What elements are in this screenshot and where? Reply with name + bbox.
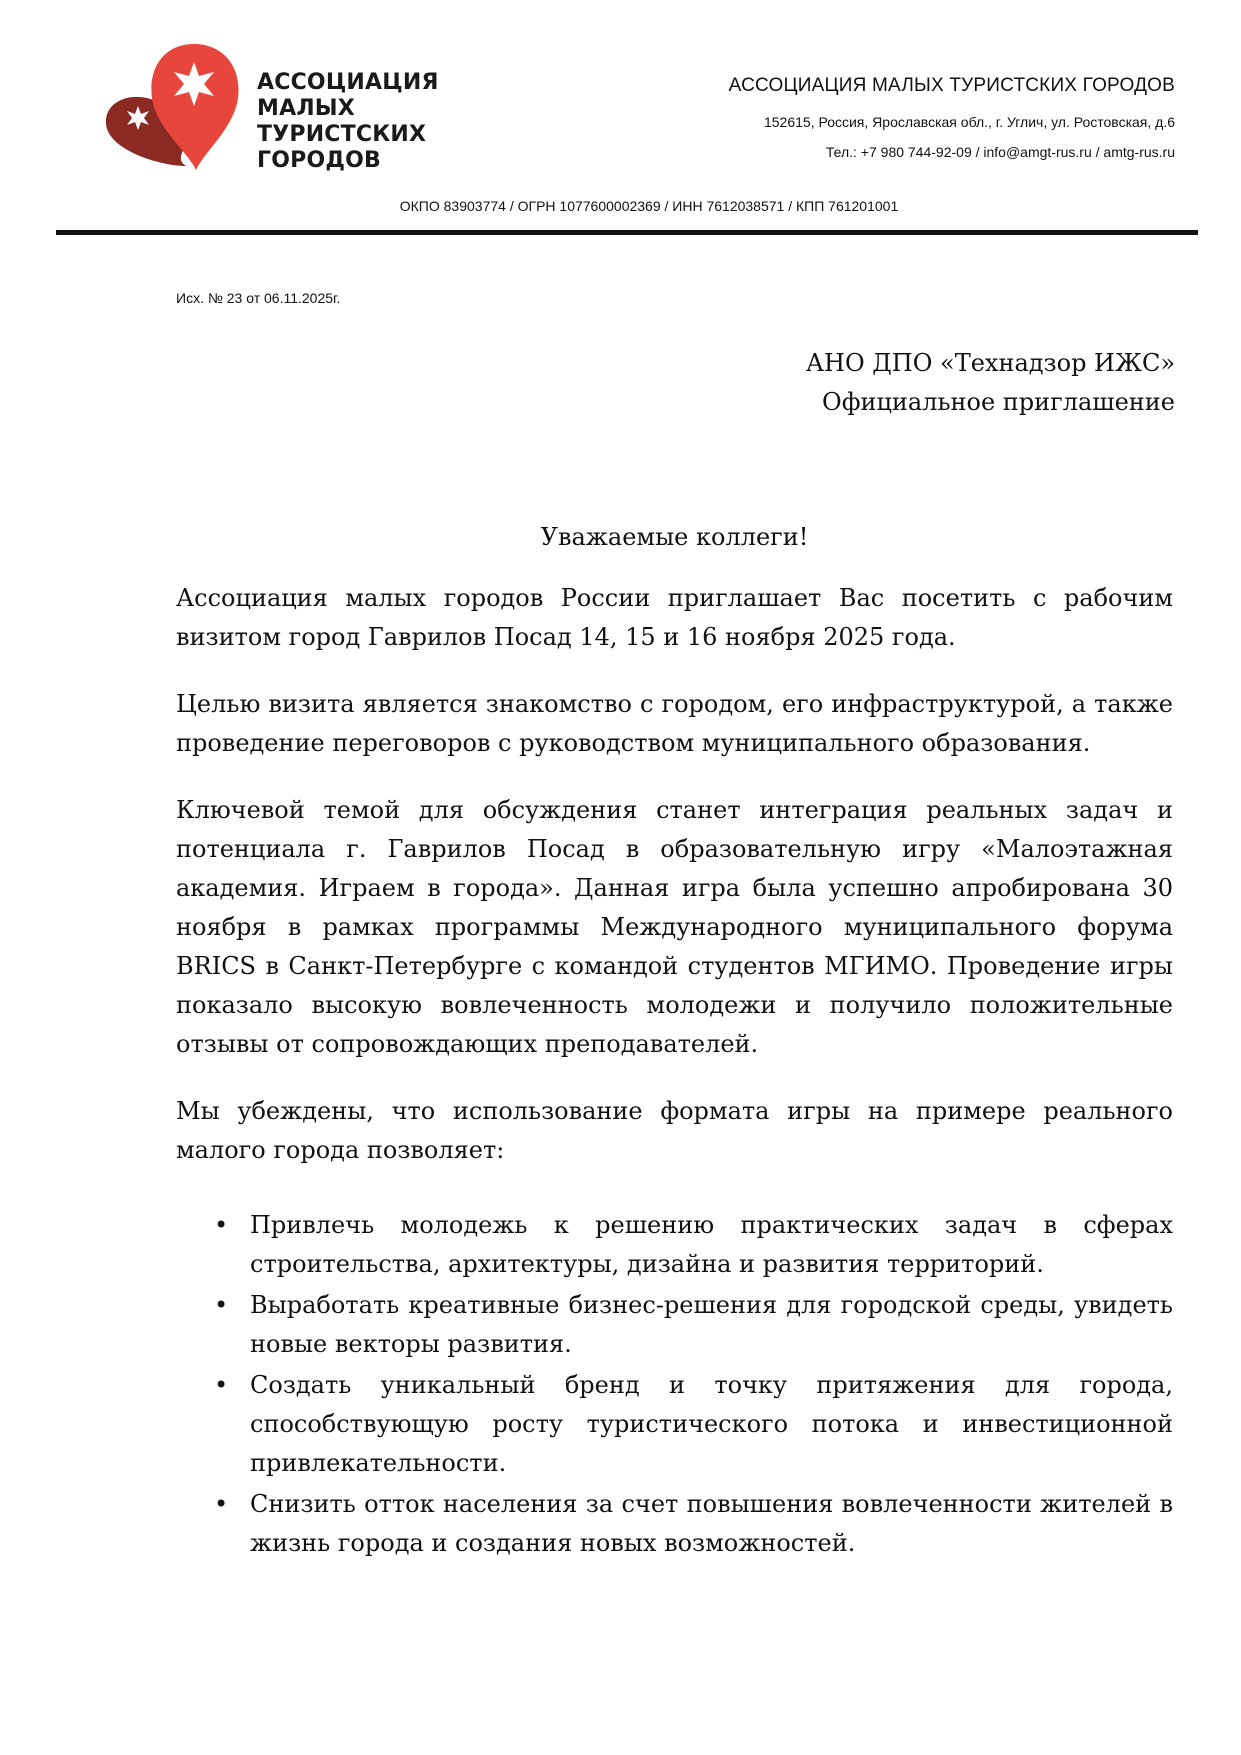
bullet-icon: • [214,1211,229,1239]
greeting: Уважаемые коллеги! [540,523,809,551]
outgoing-reference: Исх. № 23 от 06.11.2025г. [176,290,341,306]
list-item [176,1485,1173,1563]
list-item-text: Снизить отток населения за счет повышения вовлеченности жителей в жизнь города и создания новых возможностей. [250,1490,1173,1557]
paragraph-key-topic: Ключевой темой для обсуждения станет интеграция реальных задач и потенциала г. Гаврилов Посад в образовательную игру «Малоэтажная академия. Играем в города». Данная игра была успешно апробирована 30 ноября в рамках программы Международного муниципального форума BRICS в Санкт-Петербурге с командой студентов МГИМО. Проведение игры показало высокую вовлеченность молодежи и получило положительные отзывы от сопровождающих преподавателей. [176,796,1173,1058]
list-item [176,1366,1173,1483]
logo-line-1: АССОЦИАЦИЯ [257,70,439,95]
organization-logo [100,42,440,177]
list-item-text: Привлечь молодежь к решению практических задач в сферах строительства, архитектуры, дизайна и развития территорий. [250,1211,1173,1278]
benefits-list [176,1206,1173,1563]
paragraph-purpose: Целью визита является знакомство с городом, его инфраструктурой, а также проведение переговоров с руководством муниципального образования. [176,690,1173,757]
organization-address: 152615, Россия, Ярославская обл., г. Углич, ул. Ростовская, д.6 [763,114,1175,130]
paragraph-invitation: Ассоциация малых городов России приглашает Вас посетить с рабочим визитом город Гаврилов Посад 14, 15 и 16 ноября 2025 года. [176,584,1173,651]
bullet-icon: • [214,1291,229,1319]
document-subject: Официальное приглашение [822,388,1175,416]
list-item [176,1206,1173,1284]
paragraph-benefits-intro: Мы убеждены, что использование формата игры на примере реального малого города позволяет: [176,1097,1173,1164]
addressee-organization: АНО ДПО «Технадзор ИЖС» [805,349,1175,377]
organization-contacts: Тел.: +7 980 744-92-09 / info@amgt-rus.ru / amtg-rus.ru [825,144,1175,160]
letter-body [176,518,1173,1565]
heart-pin-logo-icon [100,42,270,177]
logo-line-3: ТУРИСТСКИХ [257,122,427,147]
organization-name: АССОЦИАЦИЯ МАЛЫХ ТУРИСТСКИХ ГОРОДОВ [728,75,1175,96]
logo-wordmark [257,70,439,174]
header-divider [56,230,1198,235]
logo-line-2: МАЛЫХ [257,96,355,121]
logo-line-4: ГОРОДОВ [257,148,382,173]
list-item [176,1286,1173,1364]
bullet-icon: • [214,1371,229,1399]
organization-registration-codes: ОКПО 83903774 / ОГРН 1077600002369 / ИНН 7612038571 / КПП 761201001 [399,198,899,214]
bullet-icon: • [214,1490,229,1518]
addressee-block [806,344,1175,422]
list-item-text: Создать уникальный бренд и точку притяжения для города, способствующую росту туристического потока и инвестиционной привлекательности. [250,1371,1173,1477]
list-item-text: Выработать креативные бизнес-решения для городской среды, увидеть новые векторы развития. [250,1291,1173,1358]
organization-details [729,74,1175,162]
